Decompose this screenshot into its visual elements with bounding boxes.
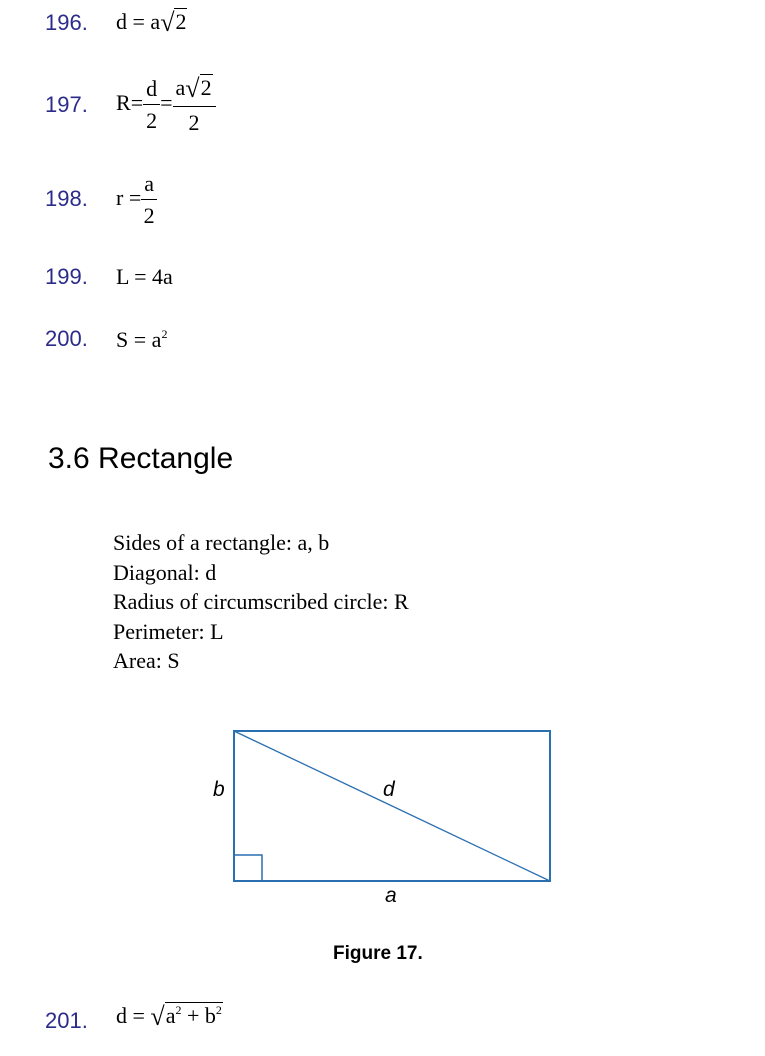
formula-number-197: 197. — [45, 92, 88, 117]
formula-200: $S = a^2$ — [116, 327, 168, 352]
formula-201: $d = √a^2 + b^2$ — [116, 1002, 222, 1031]
formula-number-201: 201. — [45, 1008, 88, 1033]
definitions-list — [113, 528, 409, 676]
formula-196: d = a√2 — [116, 8, 187, 37]
label-a: a — [385, 884, 397, 907]
definition-sides: Sides of a rectangle: a, b — [113, 530, 330, 555]
diagonal-line — [234, 731, 550, 881]
formula-number-198: 198. — [45, 186, 88, 211]
label-d: d — [383, 778, 395, 801]
right-angle-marker — [234, 855, 262, 881]
rectangle-figure — [200, 720, 560, 910]
formula-198: r = $\frac{a}{2}$ — [116, 173, 157, 227]
definition-diagonal: Diagonal: d — [113, 559, 217, 585]
figure-caption: Figure 17. — [333, 943, 423, 964]
formula-199: L = 4a — [116, 264, 173, 289]
definition-radius: Radius of circumscribed circle: R — [113, 589, 409, 614]
definition-area: Area: S — [113, 648, 180, 673]
formula-197: R= $\frac{d}{2}$ = $\frac{a√2}{2}$ — [116, 76, 216, 134]
definition-perimeter: Perimeter: L — [113, 618, 224, 644]
section-title: 3.6 Rectangle — [48, 442, 234, 475]
formula-number-196: 196. — [45, 10, 88, 35]
formula-number-199: 199. — [45, 264, 88, 289]
label-b: b — [213, 778, 225, 801]
formula-number-200: 200. — [45, 326, 88, 351]
